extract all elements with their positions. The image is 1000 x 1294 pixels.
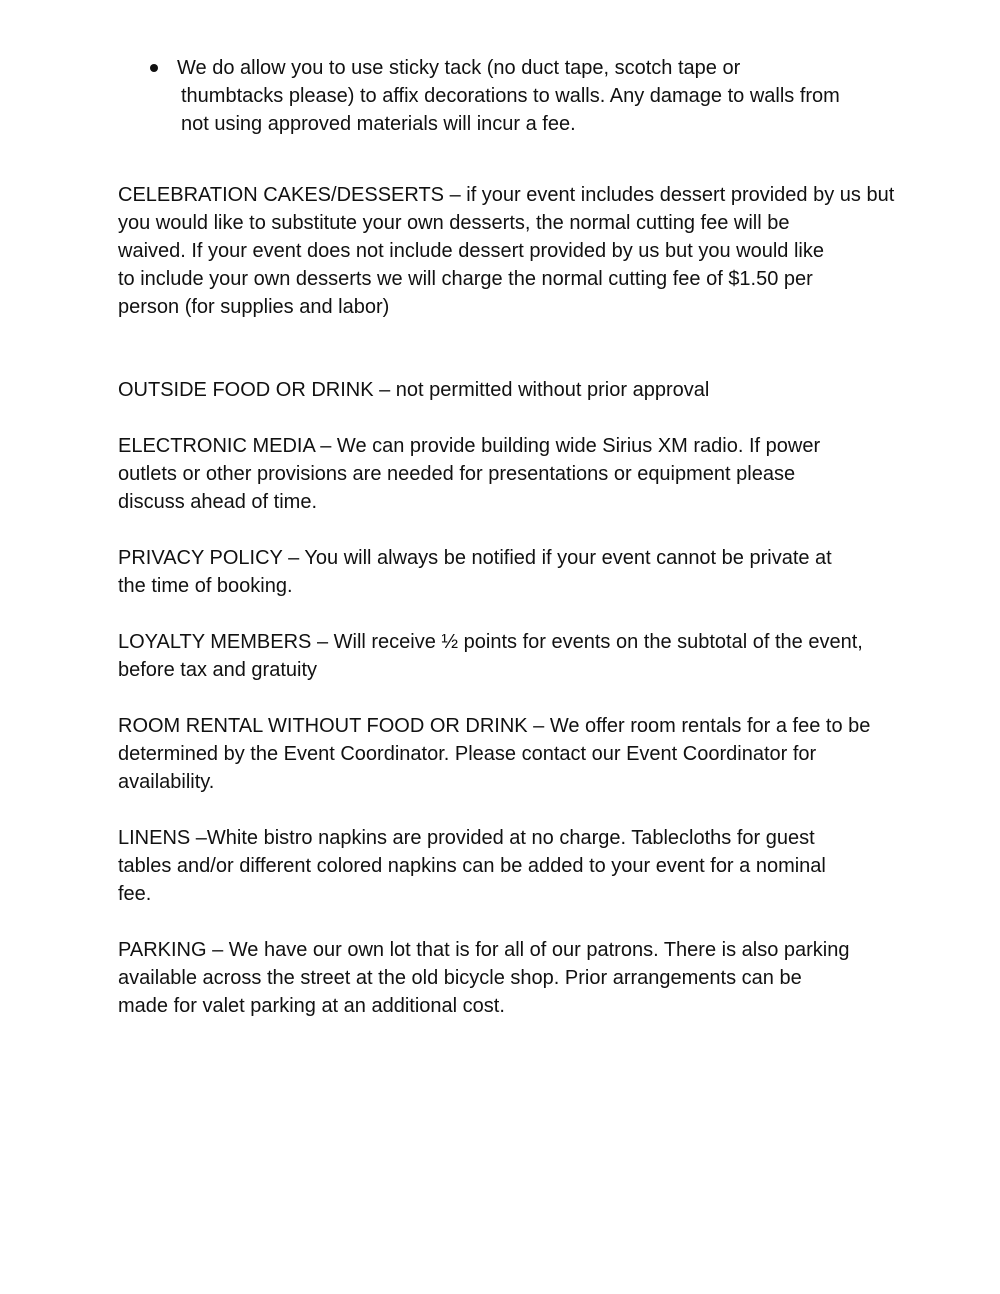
room-rental-section <box>118 712 888 796</box>
linens-section <box>118 824 888 908</box>
paragraph-line: discuss ahead of time. <box>118 491 317 513</box>
decorations-bullet-item <box>150 54 890 138</box>
paragraph-line: availability. <box>118 771 215 793</box>
paragraph-line: before tax and gratuity <box>118 659 318 681</box>
outside-food-section <box>118 376 888 404</box>
decorations-bullet-text <box>177 54 890 138</box>
paragraph-line: LINENS –White bistro napkins are provided at no charge. Tablecloths for guest <box>118 827 815 849</box>
paragraph-line: tables and/or different colored napkins can be added to your event for a nominal <box>118 855 826 877</box>
parking-section <box>118 936 888 1020</box>
paragraph-line: the time of booking. <box>118 575 293 597</box>
paragraph-line: LOYALTY MEMBERS – Will receive ½ points for events on the subtotal of the event, <box>118 631 863 653</box>
paragraph-line: PARKING – We have our own lot that is for all of our patrons. There is also parking <box>118 939 850 961</box>
paragraph-line: outlets or other provisions are needed for presentations or equipment please <box>118 463 796 485</box>
paragraph-line: ROOM RENTAL WITHOUT FOOD OR DRINK – We offer room rentals for a fee to be <box>118 715 871 737</box>
paragraph-line: made for valet parking at an additional cost. <box>118 995 505 1017</box>
loyalty-members-section <box>118 628 888 684</box>
privacy-policy-section <box>118 544 888 600</box>
paragraph-line: to include your own desserts we will charge the normal cutting fee of $1.50 per <box>118 268 813 290</box>
paragraph-line: OUTSIDE FOOD OR DRINK – not permitted without prior approval <box>118 379 710 401</box>
paragraph-line: CELEBRATION CAKES/DESSERTS – if your event includes dessert provided by us but <box>118 184 895 206</box>
paragraph-line: you would like to substitute your own desserts, the normal cutting fee will be <box>118 212 790 234</box>
bullet-icon <box>150 64 158 72</box>
celebration-cakes-section <box>118 181 895 321</box>
bullet-line: We do allow you to use sticky tack (no duct tape, scotch tape or <box>177 57 741 79</box>
paragraph-line: waived. If your event does not include dessert provided by us but you would like <box>118 240 824 262</box>
paragraph-line: PRIVACY POLICY – You will always be notified if your event cannot be private at <box>118 547 832 569</box>
paragraph-line: determined by the Event Coordinator. Please contact our Event Coordinator for <box>118 743 817 765</box>
paragraph-line: available across the street at the old bicycle shop. Prior arrangements can be <box>118 967 802 989</box>
bullet-line: not using approved materials will incur a fee. <box>181 113 576 135</box>
paragraph-line: fee. <box>118 883 152 905</box>
paragraph-line: ELECTRONIC MEDIA – We can provide building wide Sirius XM radio. If power <box>118 435 821 457</box>
bullet-line: thumbtacks please) to affix decorations to walls. Any damage to walls from <box>181 85 840 107</box>
paragraph-line: person (for supplies and labor) <box>118 296 390 318</box>
electronic-media-section <box>118 432 888 516</box>
